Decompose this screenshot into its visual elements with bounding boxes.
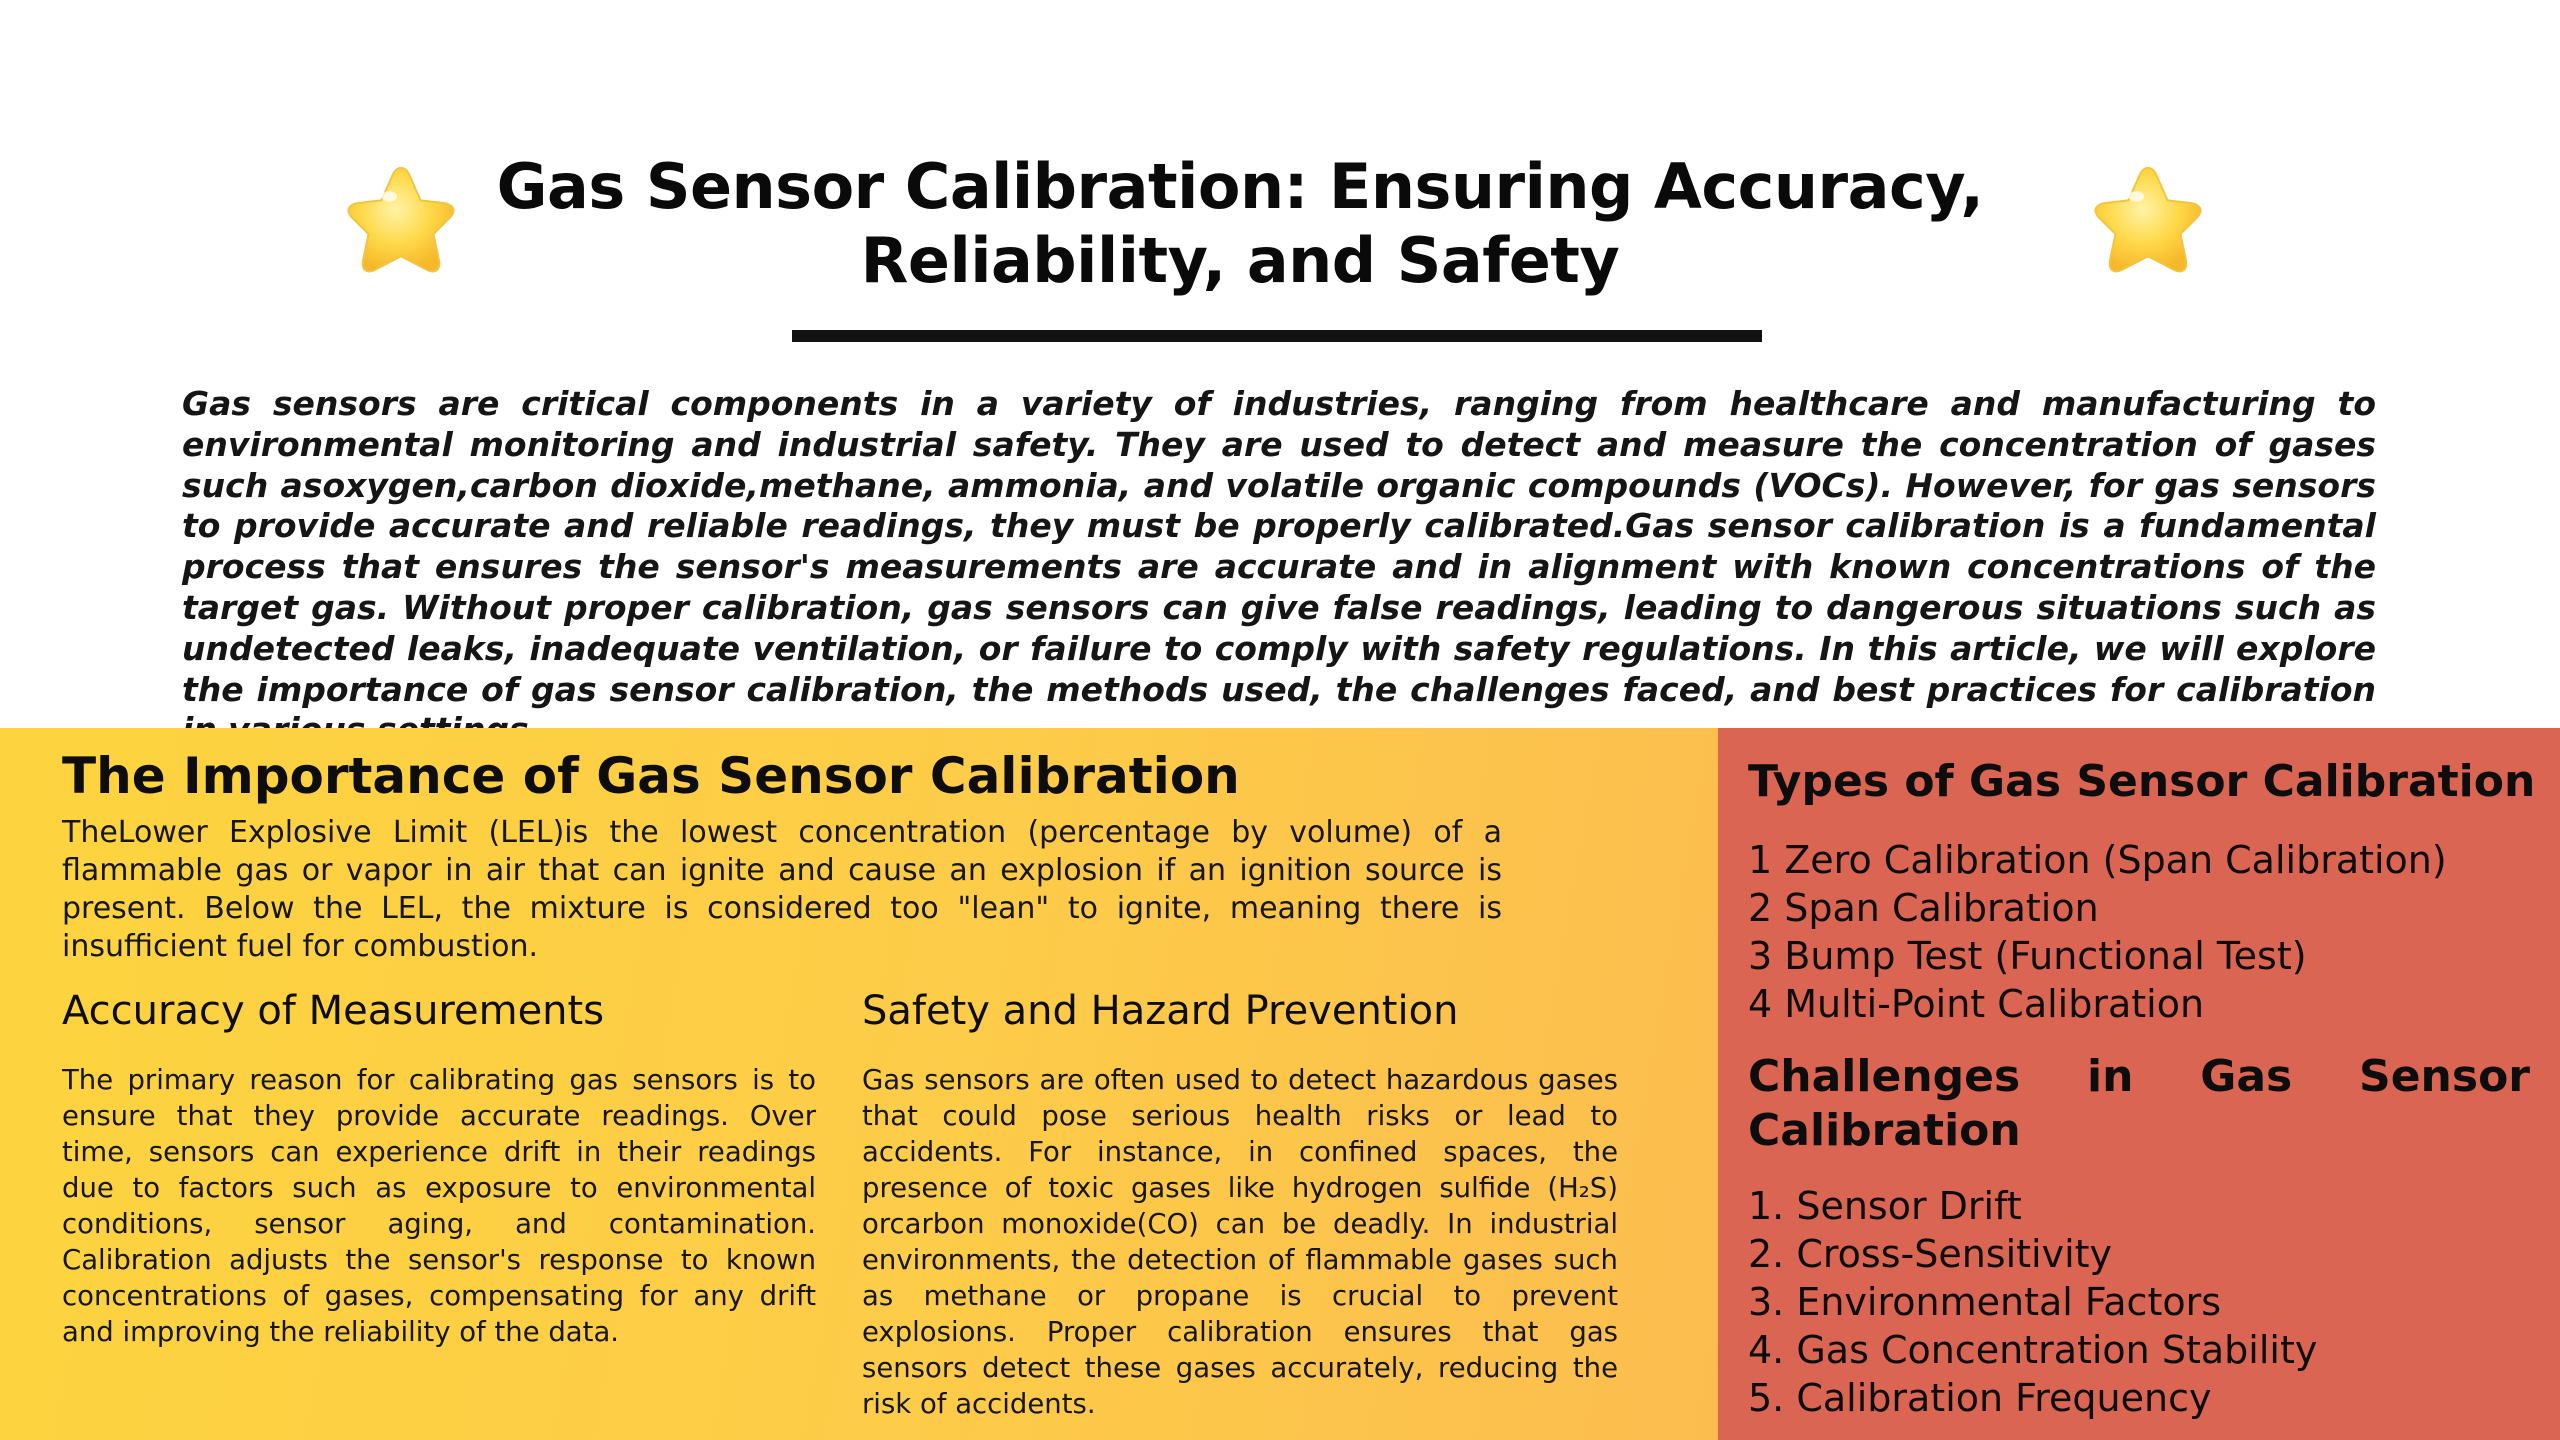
title-underline	[792, 330, 1762, 342]
list-item: 3. Environmental Factors	[1748, 1280, 2222, 1324]
page-title	[440, 150, 2040, 298]
list-item: 1. Sensor Drift	[1748, 1184, 2022, 1228]
safety-heading: Safety and Hazard Prevention	[862, 988, 1459, 1034]
lel-paragraph: TheLower Explosive Limit (LEL)is the lowest concentration (percentage by volume) of a flammable gas or vapor in air that can ignite and cause an explosion if an ignition source is present. Below the LEL, the mixture is considered too "lean" to ignite, meaning there is insufficient fuel for combustion.	[62, 815, 1502, 964]
page-title-line2: Reliability, and Safety	[860, 224, 1620, 297]
list-item: 4. Gas Concentration Stability	[1748, 1328, 2318, 1372]
intro-paragraph: Gas sensors are critical components in a variety of industries, ranging from healthcare and manufacturing to environmental monitoring and industrial safety. They are used to detect and measure the concentration of gases such asoxygen,carbon dioxide,methane, ammonia, and volatile organic compounds (VOCs). However, for gas sensors to provide accurate and reliable readings, they must be properly calibrated.Gas sensor calibration is a fundamental process that ensures the sensor's measurements are accurate and in alignment with known concentrations of the target gas. Without proper calibration, gas sensors can give false readings, leading to dangerous situations such as undetected leaks, inadequate ventilation, or failure to comply with safety regulations. In this article, we will explore the importance of gas sensor calibration, the methods used, the challenges faced, and best practices for calibration	[182, 384, 2376, 709]
list-item: 5. Calibration Frequency	[1748, 1376, 2212, 1420]
types-heading: Types of Gas Sensor Calibration	[1748, 756, 2536, 807]
list-item: 4 Multi-Point Calibration	[1748, 982, 2205, 1026]
types-list	[1748, 836, 2538, 1028]
safety-paragraph: Gas sensors are often used to detect hazardous gases that could pose serious health risks or lead to accidents. For instance, in confined spaces, the presence of toxic gases like hydrogen sulfide (H₂S) orcarbon monoxide(CO) can be deadly. In industrial environments, the detection of flammable gases such as methane or propane is crucial to prevent explosions. Proper calibration ensures that gas sensors detect these gases accurately, reducing the risk of accidents.	[862, 1064, 1618, 1420]
page-title-line1: Gas Sensor Calibration: Ensuring Accuracy,	[496, 150, 1984, 223]
importance-heading: The Importance of Gas Sensor Calibration	[62, 747, 1240, 805]
list-item: 1 Zero Calibration (Span Calibration)	[1748, 838, 2447, 882]
list-item: 2. Cross-Sensitivity	[1748, 1232, 2113, 1276]
star-icon	[2083, 160, 2213, 290]
accuracy-heading: Accuracy of Measurements	[62, 988, 605, 1034]
challenges-heading: Challenges in Gas Sensor Calibration	[1748, 1051, 2530, 1156]
accuracy-paragraph: The primary reason for calibrating gas sensors is to ensure that they provide accurate readings. Over time, sensors can experience drift in their readings due to factors such as exposure to environmental conditions, sensor aging, and contamination. Calibration adjusts the sensor's response to known concentrations of gases, compensating for any drift and improving the reliability of the data.	[62, 1064, 816, 1348]
challenges-list	[1748, 1182, 2538, 1422]
list-item: 3 Bump Test (Functional Test)	[1748, 934, 2307, 978]
list-item: 2 Span Calibration	[1748, 886, 2099, 930]
